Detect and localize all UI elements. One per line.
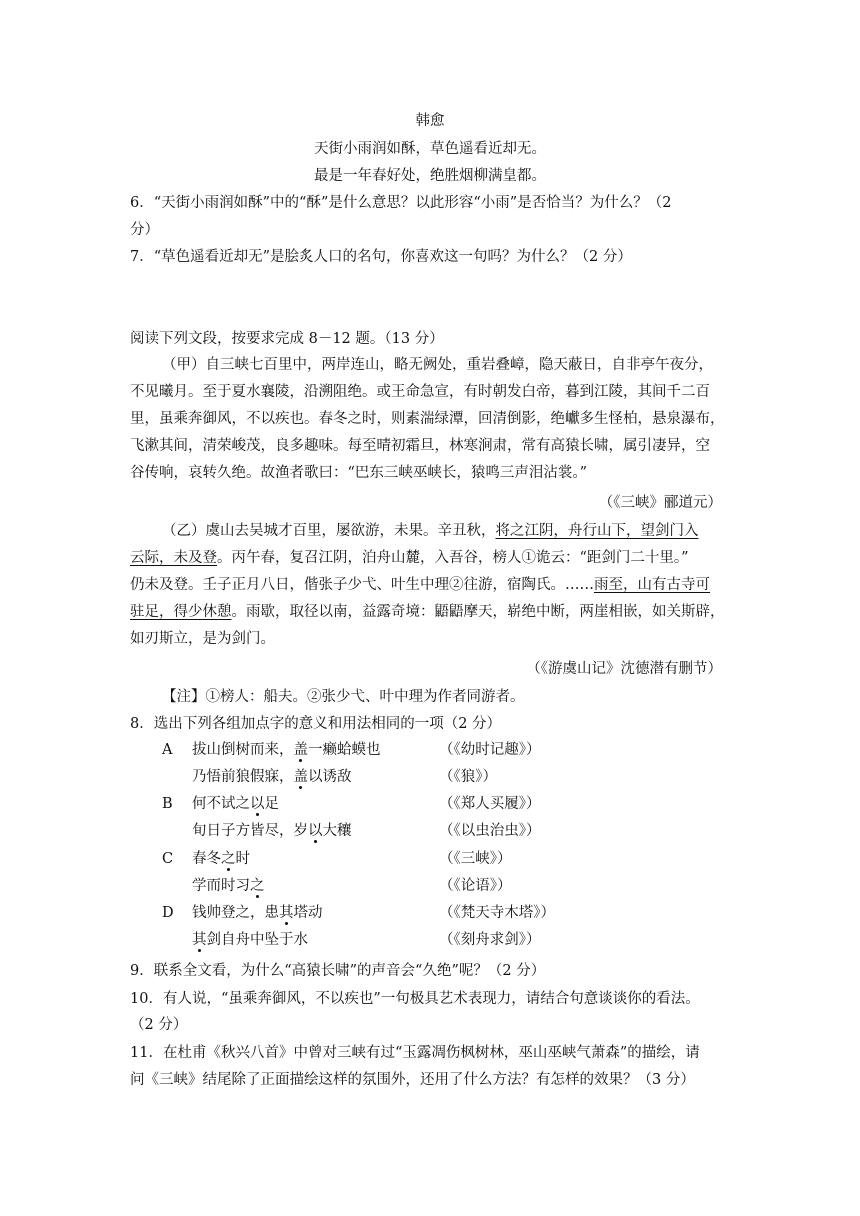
passage-yi-line-3: 仍未及登。壬子正月八日，偕张子少弋、叶生中理②往游，宿陶氏。……雨至，山有古寺可 [130,577,710,593]
underlined-sentence: 将之江阴，舟行山下，望剑门入 [495,523,699,539]
question-8-stem: 8．选出下列各组加点字的意义和用法相同的一项（2 分） [130,716,502,732]
question-10-line-2: （2 分） [130,1017,188,1033]
option-sentence: 钱帅登之，患其塔动 [192,905,323,921]
question-6-line-1: 6．“天街小雨润如酥”中的“酥”是什么意思？以此形容“小雨”是否恰当？为什么？（2 [130,195,672,211]
option-sentence: 拔山倒树而来，盖一癞蛤蟆也 [192,742,381,758]
passage-yi-line-1: （乙）虞山去吴城才百里，屡欲游，未果。辛丑秋，将之江阴，舟行山下，望剑门入 [162,523,699,539]
passage-jia-line: （甲）自三峡七百里中，两岸连山，略无阙处，重岩叠嶂，隐天蔽日，自非亭午夜分， [162,357,713,373]
option-source: （《梵天寺木塔》） [439,905,555,921]
question-10-line-1: 10．有人说，“虽乘奔御风，不以疾也”一句极具艺术表现力，请结合句意谈谈你的看法。 [130,991,700,1007]
option-source: （《刻舟求剑》） [439,932,541,948]
option-sentence: 学而时习之 [192,878,265,894]
option-source: （《三峡》） [439,851,512,867]
passage-jia-line: 不见曦月。至于夏水襄陵，沿溯阻绝。或王命急宣，有时朝发白帝，暮到江陵，其间千二百 [130,384,710,400]
poem-author: 韩愈 [415,113,445,129]
passage-yi-line-4: 驻足，得少休憩。雨歇，取径以南，益露奇境：鼯鼯摩天，崭绝中断，两崖相嵌，如关斯辟， [130,604,725,620]
passage-yi-line-2: 云际，未及登。丙午春，复召江阴，泊舟山麓，入吾谷，榜人①诡云：“距剑门二十里。” [130,550,689,566]
option-sentence: 乃悟前狼假寐，盖以诱敌 [192,769,352,785]
underlined-sentence: 云际，未及登 [130,550,217,566]
passage-yi-line-5: 如刃斯立，是为剑门。 [130,631,275,647]
question-9: 9．联系全文看，为什么“高猿长啸”的声音会“久绝”呢？（2 分） [130,963,546,979]
reading-intro: 阅读下列文段，按要求完成 8－12 题。（13 分） [130,331,444,347]
passage-jia-line: 飞漱其间，清荣峻茂，良多趣味。每至晴初霜旦，林寒涧肃，常有高猿长啸，属引凄异，空 [130,438,710,454]
poem-line-2: 最是一年春好处，绝胜烟柳满皇都。 [314,168,546,184]
option-source: （《狼》） [439,769,497,785]
option-sentence: 其剑自舟中坠于水 [192,932,308,948]
option-source: （《郑人买履》） [439,796,541,812]
passage-jia-line: 里，虽乘奔御风，不以疾也。春冬之时，则素湍绿潭，回清倒影，绝巘多生怪柏，悬泉瀑布， [130,411,725,427]
poem-line-1: 天街小雨润如酥，草色遥看近却无。 [314,141,546,157]
underlined-sentence: 驻足，得少休憩 [130,604,232,620]
option-source: （《以虫治虫》） [439,823,541,839]
option-letter: B [162,796,173,812]
dotted-character: 之 [221,851,236,867]
dotted-character: 盖 [293,742,308,758]
dotted-character: 以 [250,796,265,812]
question-6-line-2: 分） [130,222,159,238]
option-sentence: 春冬之时 [192,851,250,867]
passage-jia-source: （《三峡》郦道元） [598,495,722,511]
question-11-line-1: 11．在杜甫《秋兴八首》中曾对三峡有过“玉露凋伤枫树林，巫山巫峡气萧森”的描绘，请 [130,1045,700,1061]
passage-jia-line: 谷传响，哀转久绝。故渔者歌曰：“巴东三峡巫峡长，猿鸣三声泪沾裳。” [130,465,588,481]
footnote: 【注】①榜人：船夫。②张少弋、叶中理为作者同游者。 [162,689,525,705]
dotted-character: 之 [250,878,265,894]
underlined-sentence: 雨至，山有古寺可 [594,577,710,593]
passage-yi-source: （《游虞山记》沈德潜有删节） [526,661,722,677]
dotted-character: 其 [279,905,294,921]
option-letter: A [162,742,173,758]
dotted-character: 其 [192,932,207,948]
dotted-character: 盖 [293,769,308,785]
question-7: 7．“草色遥看近却无”是脍炙人口的名句，你喜欢这一句吗？为什么？（2 分） [130,249,632,265]
option-source: （《论语》） [439,878,512,894]
dotted-character: 以 [308,823,323,839]
option-letter: D [162,905,174,921]
option-sentence: 何不试之以足 [192,796,279,812]
question-11-line-2: 问《三峡》结尾除了正面描绘这样的氛围外，还用了什么方法？有怎样的效果？（3 分） [130,1072,695,1088]
option-letter: C [162,851,174,867]
option-sentence: 旬日子方皆尽，岁以大穰 [192,823,352,839]
option-source: （《幼时记趣》） [439,742,541,758]
